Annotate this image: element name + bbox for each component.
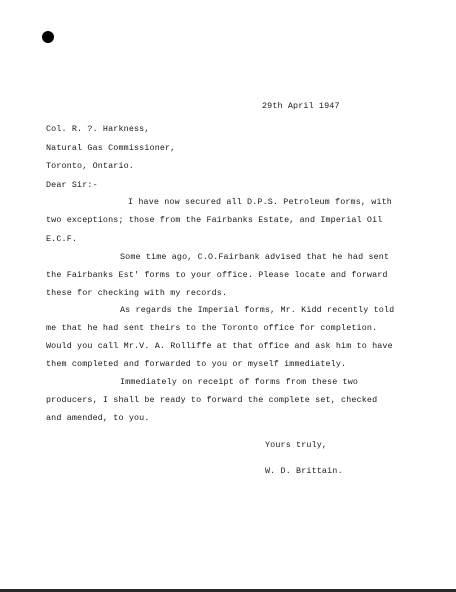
punch-hole bbox=[42, 31, 54, 43]
recipient-name: Col. R. ?. Harkness, bbox=[46, 124, 150, 134]
paragraph-4-line-3: and amended, to you. bbox=[46, 413, 150, 423]
paragraph-2-line-3: these for checking with my records. bbox=[46, 288, 228, 298]
paragraph-4-line-2: producers, I shall be ready to forward the complete set, checked bbox=[46, 395, 378, 405]
recipient-title: Natural Gas Commissioner, bbox=[46, 143, 176, 153]
paragraph-1-line-2: two exceptions; those from the Fairbanks Estate, and Imperial Oil bbox=[46, 215, 383, 225]
paragraph-3-line-2: me that he had sent theirs to the Toronto office for completion. bbox=[46, 323, 378, 333]
paragraph-1-line-3: E.C.F. bbox=[46, 234, 78, 244]
paragraph-2-line-2: the Fairbanks Est' forms to your office. Please locate and forward bbox=[46, 270, 388, 280]
letter-date: 29th April 1947 bbox=[262, 101, 340, 111]
salutation: Dear Sir:- bbox=[46, 180, 98, 190]
paragraph-2-line-1: Some time ago, C.O.Fairbank advised that he had sent bbox=[120, 252, 390, 262]
paragraph-3-line-3: Would you call Mr.V. A. Rolliffe at that office and ask him to have bbox=[46, 341, 393, 351]
paragraph-1-line-1: I have now secured all D.P.S. Petroleum forms, with bbox=[128, 197, 392, 207]
signature: W. D. Brittain. bbox=[265, 466, 343, 476]
paragraph-3-line-1: As regards the Imperial forms, Mr. Kidd recently told bbox=[120, 305, 395, 315]
closing: Yours truly, bbox=[265, 440, 328, 450]
recipient-location: Toronto, Ontario. bbox=[46, 161, 134, 171]
paragraph-4-line-1: Immediately on receipt of forms from these two bbox=[120, 377, 359, 387]
paragraph-3-line-4: them completed and forwarded to you or myself immediately. bbox=[46, 359, 347, 369]
